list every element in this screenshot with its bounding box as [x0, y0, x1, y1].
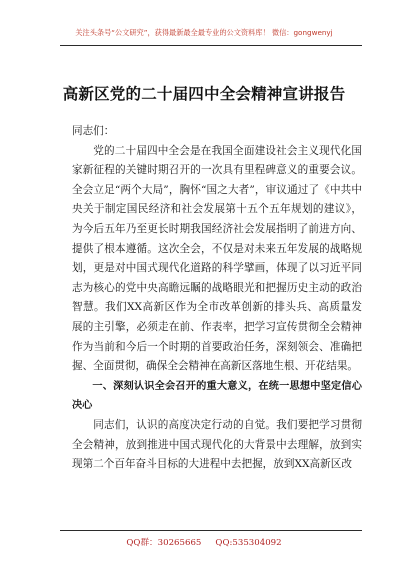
footer-divider — [60, 530, 362, 531]
header-divider — [60, 45, 362, 46]
footer-qq: QQ:535304092 — [215, 538, 282, 548]
footer-qq-group: QQ群：30265665 — [126, 538, 202, 548]
document-body — [72, 122, 362, 475]
paragraph-2: 同志们，认识的高度决定行动的自觉。我们要把学习贯彻全会精神，放到推进中国式现代化的大背景中去理解，放到实现第二个百年奋斗目标的大进程中去把握，放到XX高新区改 — [72, 418, 362, 471]
document-title: 高新区党的二十届四中全会精神宣讲报告 — [62, 84, 346, 103]
paragraph-1: 党的二十届四中全会是在我国全面建设社会主义现代化国家新征程的关键时期召开的一次具有里程碑意义的重要会议。全会立足“两个大局”，胸怀“国之大者”，审议通过了《中共中央关于制定国民经济和社会发展第十五个五年规划的建议》，为今后五年乃至更长时期我国经济社会发展指明了前进方向、提供了根本遵循。这次全会，不仅是对未来五年发展的战略规划，更是对中国式现代化道路的科学擘画，体现了以习近平同志为核心的党中央高瞻远瞩的战略眼光和把握历史主动的政治智慧。我们XX高新区作为全市改革创新的排头兵、高质量发展的主引擎，必须走在前、作表率，把学习宣传贯彻全会精神作为当前和今后一个时期的首要政治任务，深刻领会、准确把握、全面贯彻，确保全会精神在高新区落地生根、开花结果。 — [72, 144, 362, 373]
header-promo-note: 关注头条号“公文研究”，获得最新最全最专业的公文资料库！ 微信：gongwenyj — [75, 28, 333, 37]
section-heading-1: 一、深刻认识全会召开的重大意义，在统一思想中坚定信心决心 — [72, 380, 362, 412]
salutation: 同志们： — [72, 125, 115, 137]
footer-contact — [0, 536, 408, 548]
